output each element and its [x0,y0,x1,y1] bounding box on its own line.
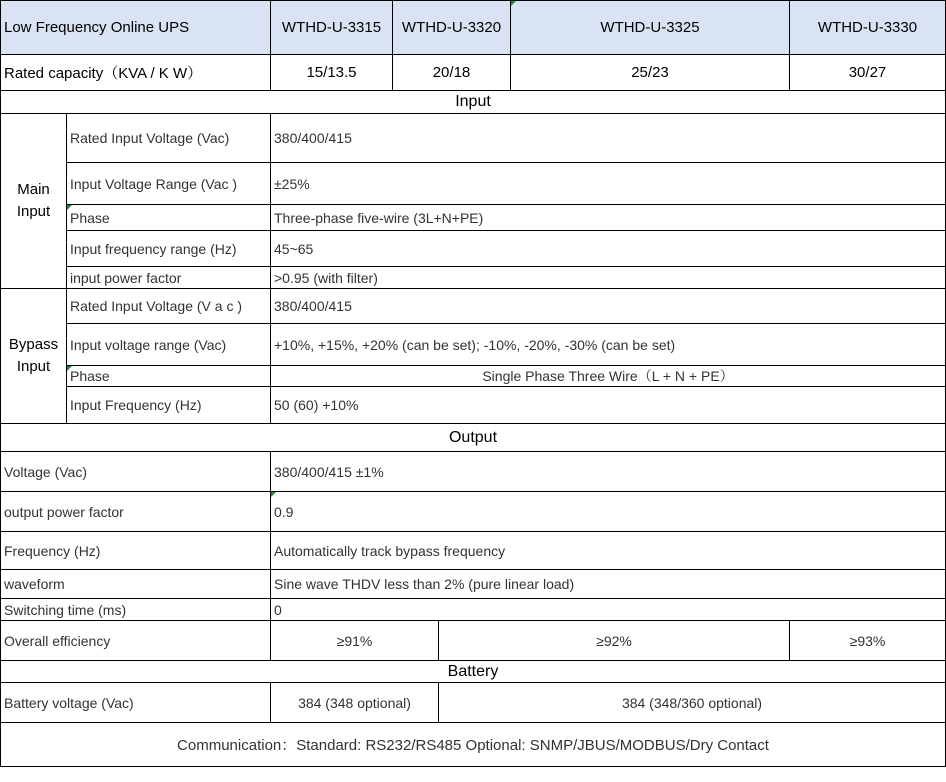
model-3320: WTHD-U-3320 [393,1,511,55]
spec-label: output power factor [1,492,271,532]
battery-voltage-value: 384 (348 optional) [271,683,439,723]
spec-value: 50 (60) +10% [271,387,946,424]
spec-label: Input voltage range (Vac) [67,324,271,366]
battery-section-title: Battery [1,661,946,683]
bypass-input-row-2 [1,324,946,366]
spec-value: 0 [271,599,946,621]
efficiency-label: Overall efficiency [1,621,271,661]
spec-label: Rated Input Voltage (V a c ) [67,289,271,324]
spec-value: Three-phase five-wire (3L+N+PE) [271,205,946,231]
model-3315: WTHD-U-3315 [271,1,393,55]
spec-value: 380/400/415 ±1% [271,452,946,492]
main-input-row-5 [1,267,946,289]
output-row-2 [1,492,946,532]
spec-value: Sine wave THDV less than 2% (pure linear load) [271,570,946,599]
spec-value: 0.9 [271,492,946,532]
output-row-1 [1,452,946,492]
capacity-3330: 30/27 [790,55,946,91]
footer-row [1,723,946,767]
spec-label: Input Voltage Range (Vac ) [67,163,271,205]
product-title: Low Frequency Online UPS [1,1,271,55]
spec-value: Single Phase Three Wire（L + N + PE） [271,366,946,387]
battery-row [1,683,946,723]
communication-note: Communication：Standard: RS232/RS485 Optional: SNMP/JBUS/MODBUS/Dry Contact [1,723,946,767]
spec-label: input power factor [67,267,271,289]
capacity-label: Rated capacity（KVA / K W） [1,55,271,91]
battery-voltage-label: Battery voltage (Vac) [1,683,271,723]
spec-label: Phase [67,366,271,387]
output-section-title: Output [1,424,946,452]
main-input-group: Main Input [1,114,67,289]
spec-label: waveform [1,570,271,599]
main-input-row-3 [1,205,946,231]
spec-label: Frequency (Hz) [1,532,271,570]
capacity-3320: 20/18 [393,55,511,91]
spec-value: 380/400/415 [271,114,946,163]
output-row-4 [1,570,946,599]
capacity-3325: 25/23 [511,55,790,91]
spec-value: >0.95 (with filter) [271,267,946,289]
spec-value: ±25% [271,163,946,205]
output-row-5 [1,599,946,621]
model-3330: WTHD-U-3330 [790,1,946,55]
output-row-3 [1,532,946,570]
header-row [1,1,946,55]
battery-section-row [1,661,946,683]
main-input-row-2 [1,163,946,205]
bypass-input-row-1 [1,289,946,324]
main-input-row-4 [1,231,946,267]
efficiency-value: ≥92% [439,621,790,661]
efficiency-value: ≥93% [790,621,946,661]
spec-label: Switching time (ms) [1,599,271,621]
efficiency-row [1,621,946,661]
spec-label: Input frequency range (Hz) [67,231,271,267]
input-section-row [1,91,946,114]
spec-value: 45~65 [271,231,946,267]
spec-value: Automatically track bypass frequency [271,532,946,570]
main-input-row-1 [1,114,946,163]
spec-label: Rated Input Voltage (Vac) [67,114,271,163]
bypass-input-row-3 [1,366,946,387]
bypass-input-group: Bypass Input [1,289,67,424]
input-section-title: Input [1,91,946,114]
spec-value: +10%, +15%, +20% (can be set); -10%, -20%, -30% (can be set) [271,324,946,366]
spec-label: Voltage (Vac) [1,452,271,492]
efficiency-value: ≥91% [271,621,439,661]
capacity-row [1,55,946,91]
spec-value: 380/400/415 [271,289,946,324]
capacity-3315: 15/13.5 [271,55,393,91]
output-section-row [1,424,946,452]
spec-label: Input Frequency (Hz) [67,387,271,424]
model-3325: WTHD-U-3325 [511,1,790,55]
bypass-input-row-4 [1,387,946,424]
spec-label: Phase [67,205,271,231]
battery-voltage-value: 384 (348/360 optional) [439,683,946,723]
